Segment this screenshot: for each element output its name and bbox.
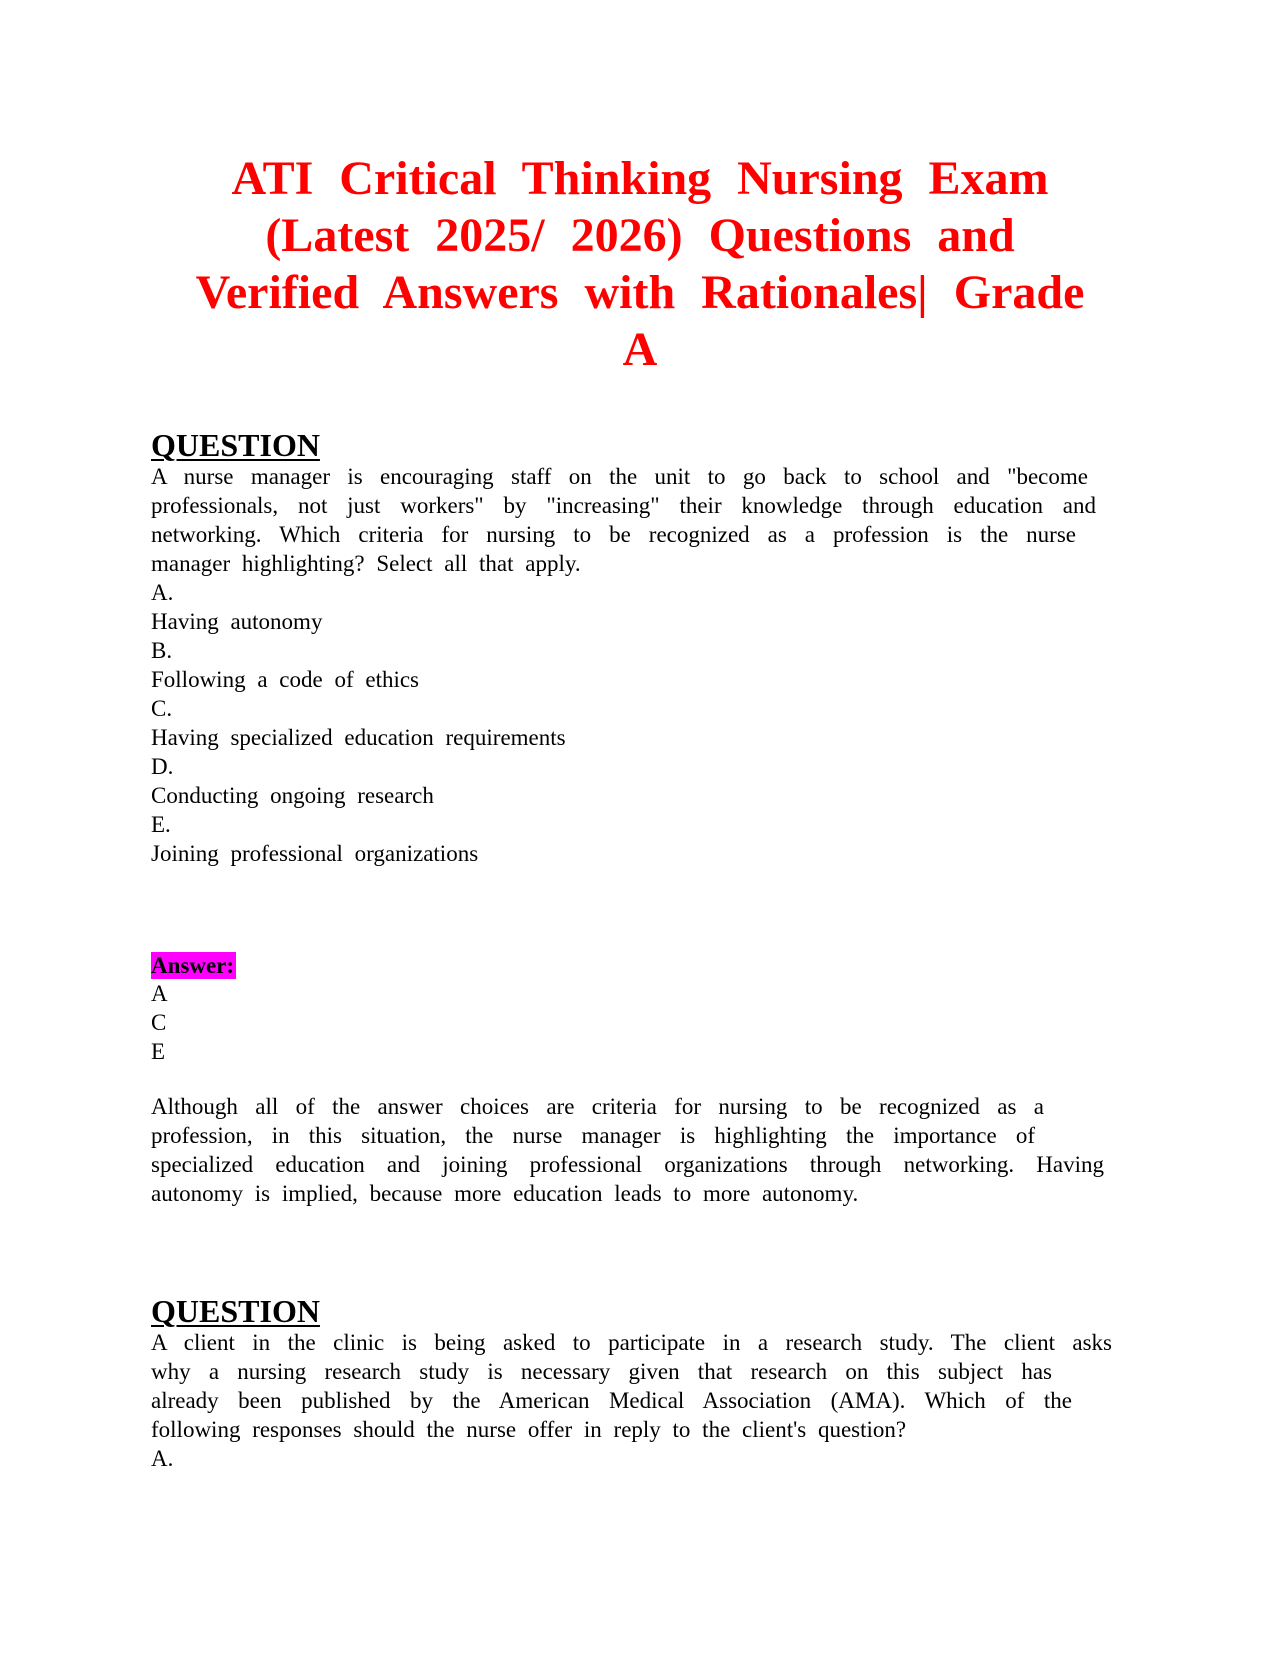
question-1-stem-line-2: professionals, not just workers" by "increasing" their knowledge through education and xyxy=(151,493,1096,518)
question-2-stem xyxy=(151,1328,1121,1444)
answer-item: C xyxy=(151,1010,167,1035)
question-1-heading: QUESTION xyxy=(151,427,320,463)
option-a-text: Having autonomy xyxy=(151,609,323,634)
answer-block xyxy=(151,952,1111,1066)
title-line-1: ATI Critical Thinking Nursing Exam xyxy=(231,152,1049,205)
option-c-letter: C. xyxy=(151,696,173,721)
question-1-stem xyxy=(151,462,1096,578)
question-1-block xyxy=(151,428,1111,868)
option-c-text: Having specialized education requirements xyxy=(151,725,566,750)
option-b-text: Following a code of ethics xyxy=(151,667,420,692)
option-a-letter: A. xyxy=(151,580,174,605)
option-e-letter: E. xyxy=(151,812,171,837)
question-2-block xyxy=(151,1294,1111,1473)
title-line-4: A xyxy=(622,323,658,376)
answer-label: Answer: xyxy=(151,953,235,978)
question-2-stem-line-1: A client in the clinic is being asked to participate in a research study. The client asks xyxy=(151,1330,1112,1355)
rationale-line-2: profession, in this situation, the nurse manager is highlighting the importance of xyxy=(151,1123,1035,1148)
rationale-line-1: Although all of the answer choices are criteria for nursing to be recognized as a xyxy=(151,1094,1044,1119)
question-2-stem-line-3: already been published by the American Medical Association (AMA). Which of the xyxy=(151,1388,1072,1413)
question-1-stem-line-4: manager highlighting? Select all that apply. xyxy=(151,551,581,576)
question-1-options xyxy=(151,578,1111,868)
option-a-letter: A. xyxy=(151,1446,174,1471)
answer-item: A xyxy=(151,981,168,1006)
option-e-text: Joining professional organizations xyxy=(151,841,479,866)
rationale-line-4: autonomy is implied, because more education leads to more autonomy. xyxy=(151,1181,859,1206)
document-title xyxy=(150,150,1130,378)
question-2-heading: QUESTION xyxy=(151,1293,320,1329)
title-line-2: (Latest 2025/ 2026) Questions and xyxy=(265,209,1015,262)
question-2-options xyxy=(151,1444,1111,1473)
option-d-letter: D. xyxy=(151,754,174,779)
question-2-stem-line-2: why a nursing research study is necessary given that research on this subject has xyxy=(151,1359,1052,1384)
question-1-stem-line-3: networking. Which criteria for nursing to be recognized as a profession is the nurse xyxy=(151,522,1076,547)
question-2-stem-line-4: following responses should the nurse offer in reply to the client's question? xyxy=(151,1417,907,1442)
option-d-text: Conducting ongoing research xyxy=(151,783,434,808)
answer-list xyxy=(151,979,1111,1066)
option-b-letter: B. xyxy=(151,638,173,663)
rationale-line-3: specialized education and joining professional organizations through networking. Having xyxy=(151,1152,1104,1177)
answer-item: E xyxy=(151,1039,166,1064)
title-line-3: Verified Answers with Rationales| Grade xyxy=(195,266,1085,319)
rationale-paragraph xyxy=(151,1092,1111,1208)
question-1-stem-line-1: A nurse manager is encouraging staff on the unit to go back to school and "become xyxy=(151,464,1088,489)
